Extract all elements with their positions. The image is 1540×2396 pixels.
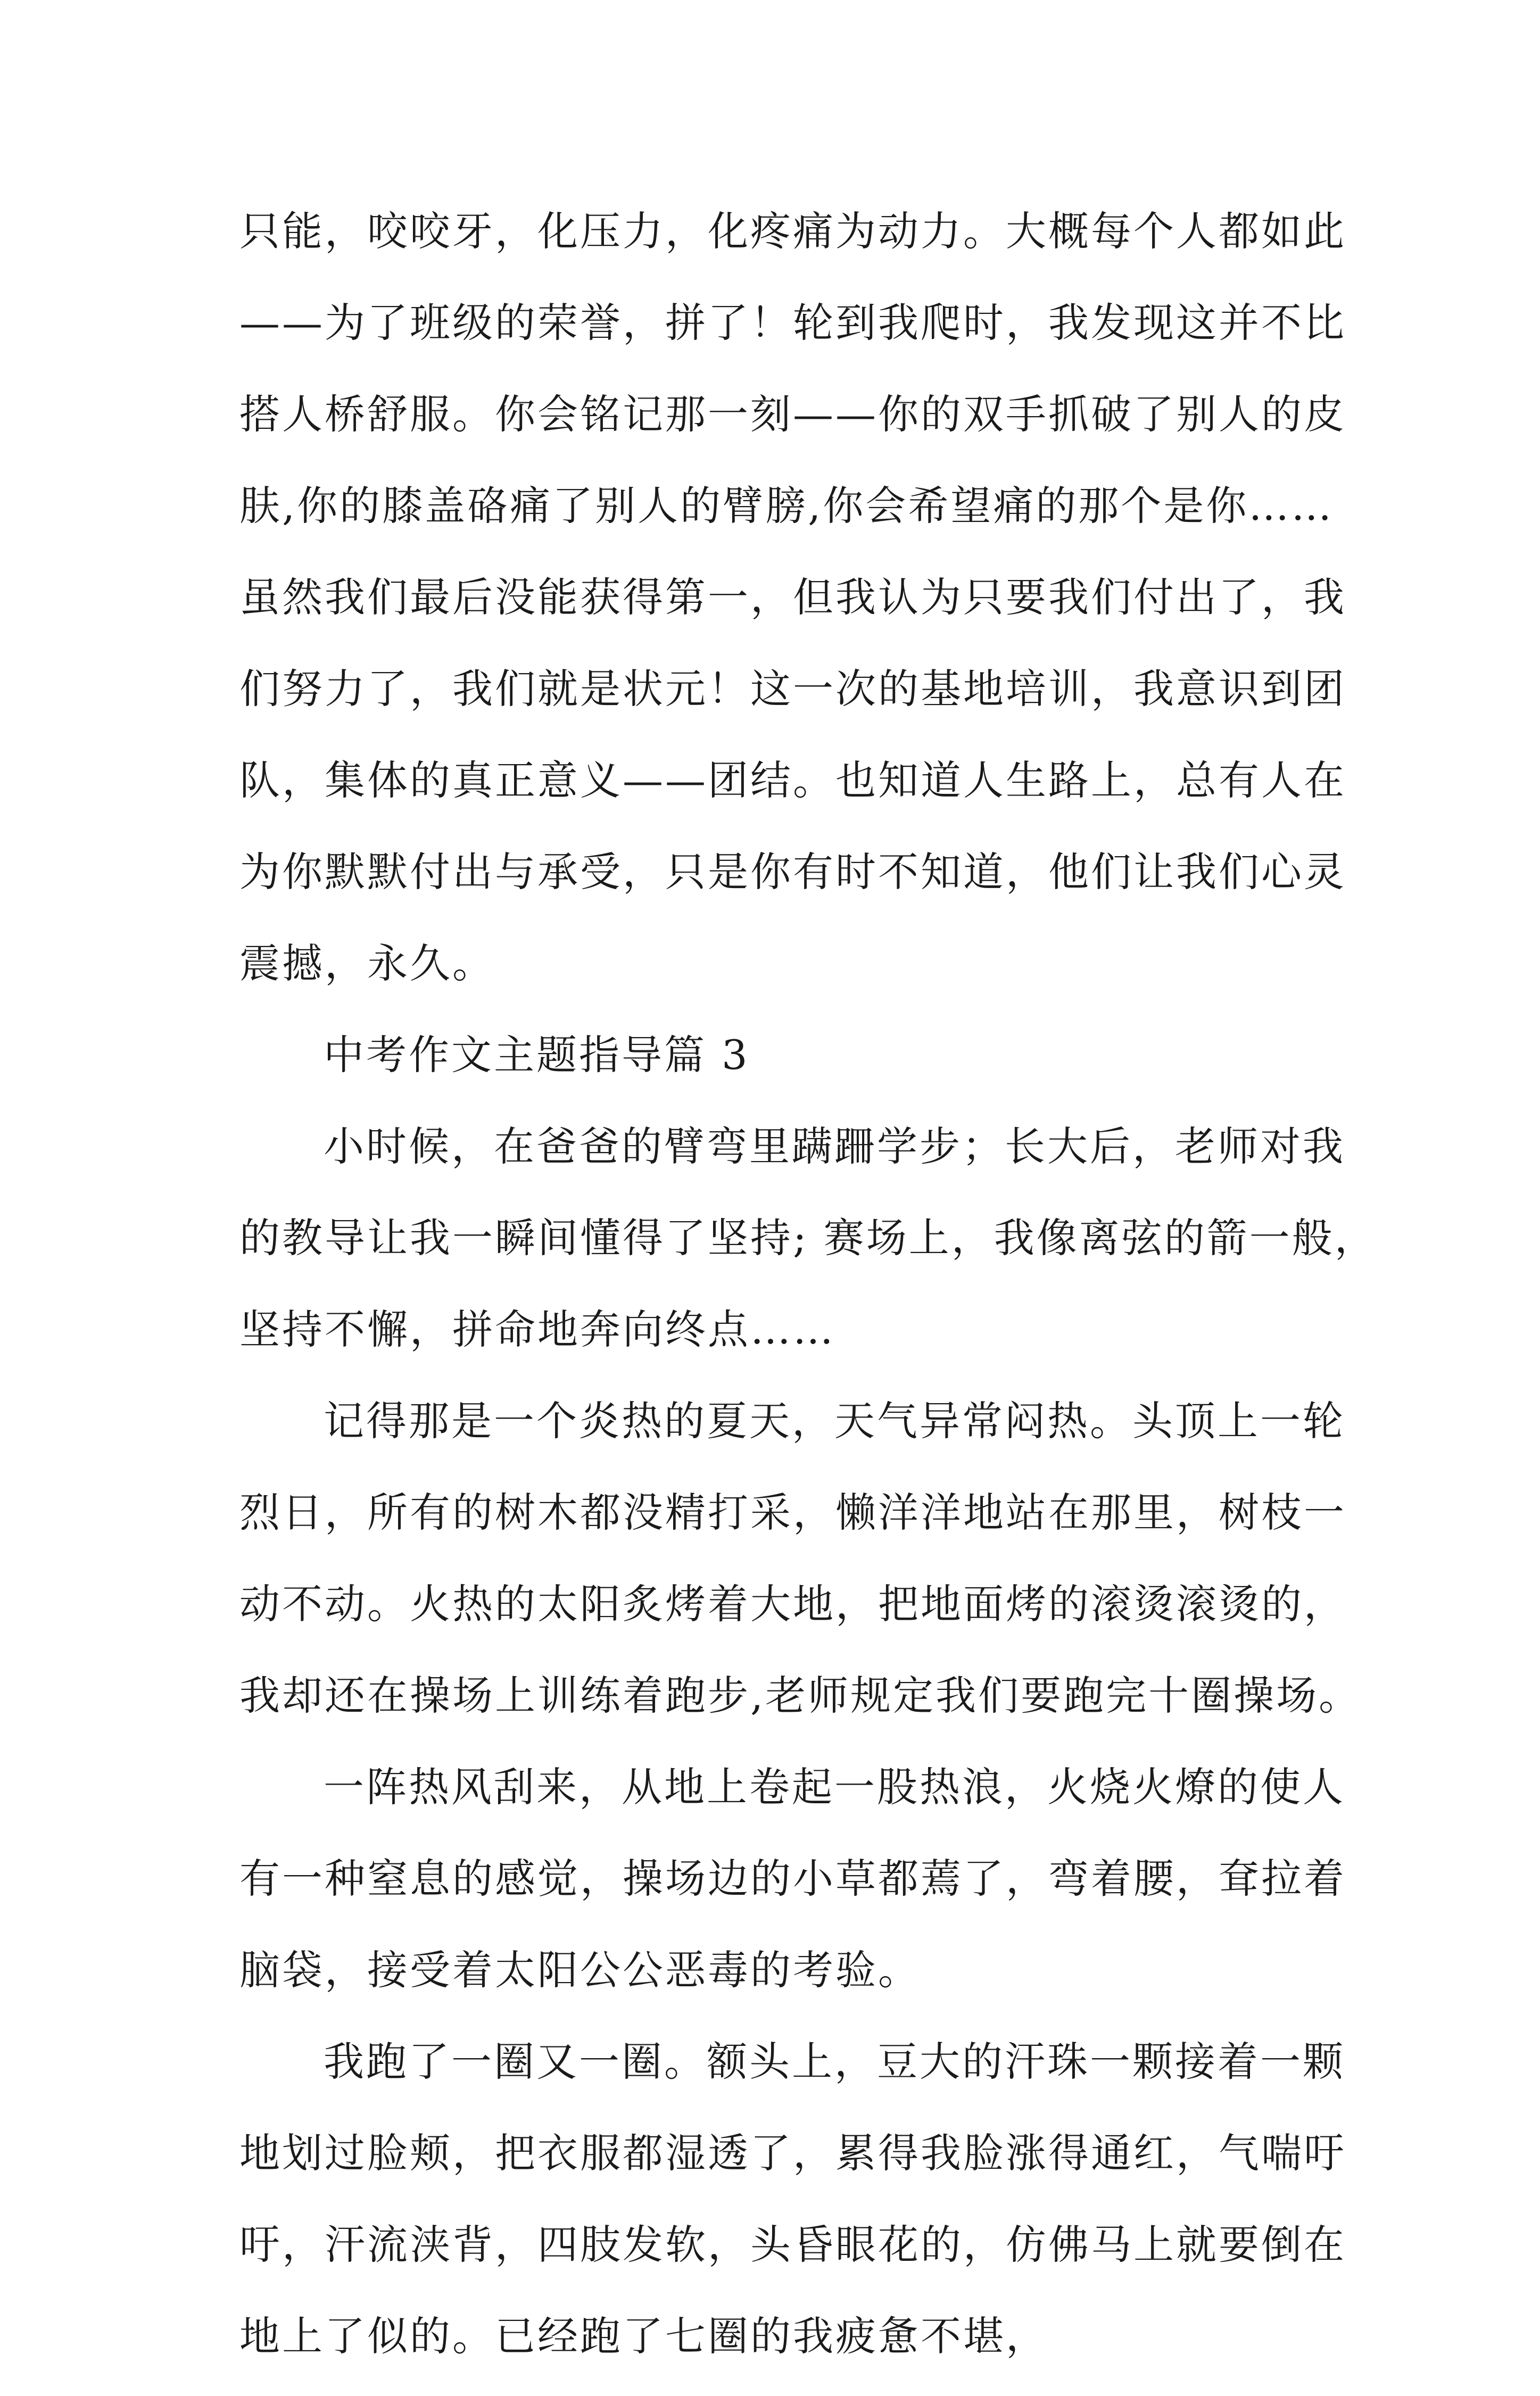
text-line: 虽然我们最后没能获得第一，但我认为只要我们付出了，我 [239, 574, 1346, 621]
text-line: 地划过脸颊，把衣服都湿透了，累得我脸涨得通红，气喘吁 [239, 2129, 1346, 2177]
text-line: 坚持不懈，拼命地奔向终点…… [239, 1306, 835, 1353]
text-line: 肤,你的膝盖硌痛了别人的臂膀,你会希望痛的那个是你…… [239, 482, 1334, 529]
text-line: 搭人桥舒服。你会铭记那一刻——你的双手抓破了别人的皮 [239, 391, 1346, 438]
text-line: 只能，咬咬牙，化压力，化疼痛为动力。大概每个人都如此 [239, 208, 1346, 255]
text-line: 吁，汗流浃背，四肢发软，头昏眼花的，仿佛马上就要倒在 [239, 2221, 1346, 2268]
text-line: 震撼，永久。 [239, 940, 495, 987]
text-line: 有一种窒息的感觉，操场边的小草都蔫了，弯着腰，耷拉着 [239, 1855, 1346, 1902]
text-line: 我却还在操场上训练着跑步,老师规定我们要跑完十圈操场。 [239, 1672, 1362, 1719]
text-line: 地上了似的。已经跑了七圈的我疲惫不堪， [239, 2312, 1048, 2360]
text-line: 烈日，所有的树木都没精打采，懒洋洋地站在那里，树枝一 [239, 1489, 1346, 1536]
text-line: ——为了班级的荣誉，拼了！轮到我爬时，我发现这并不比 [239, 299, 1346, 346]
text-line: 的教导让我一瞬间懂得了坚持; 赛场上，我像离弦的箭一般， [239, 1214, 1377, 1262]
paragraph-first-line: 记得那是一个炎热的夏天，天气异常闷热。头顶上一轮 [324, 1397, 1345, 1445]
paragraph-first-line: 小时候，在爸爸的臂弯里蹒跚学步；长大后，老师对我 [324, 1123, 1345, 1170]
text-line: 们努力了，我们就是状元！这一次的基地培训，我意识到团 [239, 665, 1346, 712]
text-line: 为你默默付出与承受，只是你有时不知道，他们让我们心灵 [239, 848, 1346, 896]
text-line: 脑袋，接受着太阳公公恶毒的考验。 [239, 1946, 921, 1994]
text-line: 动不动。火热的太阳炙烤着大地，把地面烤的滚烫滚烫的， [239, 1580, 1346, 1628]
essay-body [239, 200, 1377, 2396]
paragraph-first-line: 一阵热风刮来，从地上卷起一股热浪，火烧火燎的使人 [324, 1763, 1345, 1811]
section-heading: 中考作文主题指导篇 3 [324, 1031, 750, 1079]
text-line: 队，集体的真正意义——团结。也知道人生路上，总有人在 [239, 757, 1346, 804]
paragraph-first-line: 我跑了一圈又一圈。额头上，豆大的汗珠一颗接着一颗 [324, 2038, 1345, 2085]
